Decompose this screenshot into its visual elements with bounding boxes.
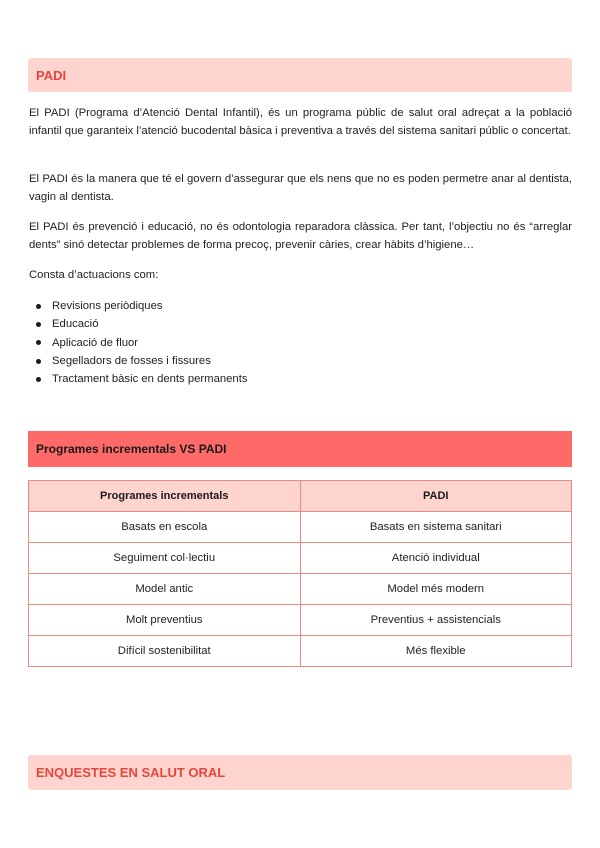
section-title-comparison: Programes incrementals VS PADI [36, 442, 227, 456]
table-cell: Atenció individual [300, 543, 572, 574]
table-header-row [29, 481, 572, 512]
table-cell: Model més modern [300, 574, 572, 605]
bullet-icon [36, 304, 41, 309]
table-cell: Difícil sostenibilitat [29, 636, 301, 667]
list-item [36, 315, 248, 333]
column-header-incrementals: Programes incrementals [29, 481, 301, 512]
section-header-comparison [28, 431, 572, 467]
table-cell: Més flexible [300, 636, 572, 667]
actions-list [36, 297, 248, 388]
table-cell: Molt preventius [29, 605, 301, 636]
list-item-label: Segelladors de fosses i fissures [52, 354, 211, 367]
paragraph-intro: El PADI (Programa d’Atenció Dental Infantil), és un programa públic de salut oral adreçat a la població infantil que garanteix l’atenció bucodental bàsica i preventiva a través del sistema sanitari públic o concertat. [29, 107, 572, 137]
list-item [36, 334, 248, 352]
section-title-enquestes: ENQUESTES EN SALUT ORAL [36, 765, 226, 780]
table-cell: Basats en sistema sanitari [300, 512, 572, 543]
bullet-icon [36, 377, 41, 382]
table-cell: Model antic [29, 574, 301, 605]
comparison-table [28, 480, 572, 667]
section-header-padi [28, 58, 572, 92]
table-row [29, 543, 572, 574]
list-item-label: Aplicació de fluor [52, 336, 139, 349]
bullet-icon [36, 322, 41, 327]
bullet-icon [36, 359, 41, 364]
list-item-label: Educació [52, 318, 99, 331]
paragraph-prevention: El PADI és prevenció i educació, no és odontologia reparadora clàssica. Per tant, l’objectiu no és “arreglar dents” sinó detectar problemes de forma precoç, prevenir càries, crear hàbits d’higiene… [29, 221, 572, 251]
list-item-label: Tractament bàsic en dents permanents [52, 373, 248, 386]
list-item [36, 352, 248, 370]
column-header-padi: PADI [300, 481, 572, 512]
paragraph-purpose: El PADI és la manera que té el govern d’assegurar que els nens que no es poden permetre anar al dentista, vagin al dentista. [29, 173, 572, 203]
table-row [29, 605, 572, 636]
section-header-enquestes [28, 755, 572, 790]
list-item [36, 370, 248, 388]
table-row [29, 512, 572, 543]
table-cell: Basats en escola [29, 512, 301, 543]
table-row [29, 636, 572, 667]
bullet-icon [36, 340, 41, 345]
table-cell: Preventius + assistencials [300, 605, 572, 636]
table-cell: Seguiment col·lectiu [29, 543, 301, 574]
list-item-label: Revisions periòdiques [52, 300, 163, 312]
section-title-padi: PADI [36, 67, 67, 83]
paragraph-actions-intro: Consta d’actuacions com: [29, 269, 159, 281]
table-row [29, 574, 572, 605]
list-item [36, 297, 248, 315]
